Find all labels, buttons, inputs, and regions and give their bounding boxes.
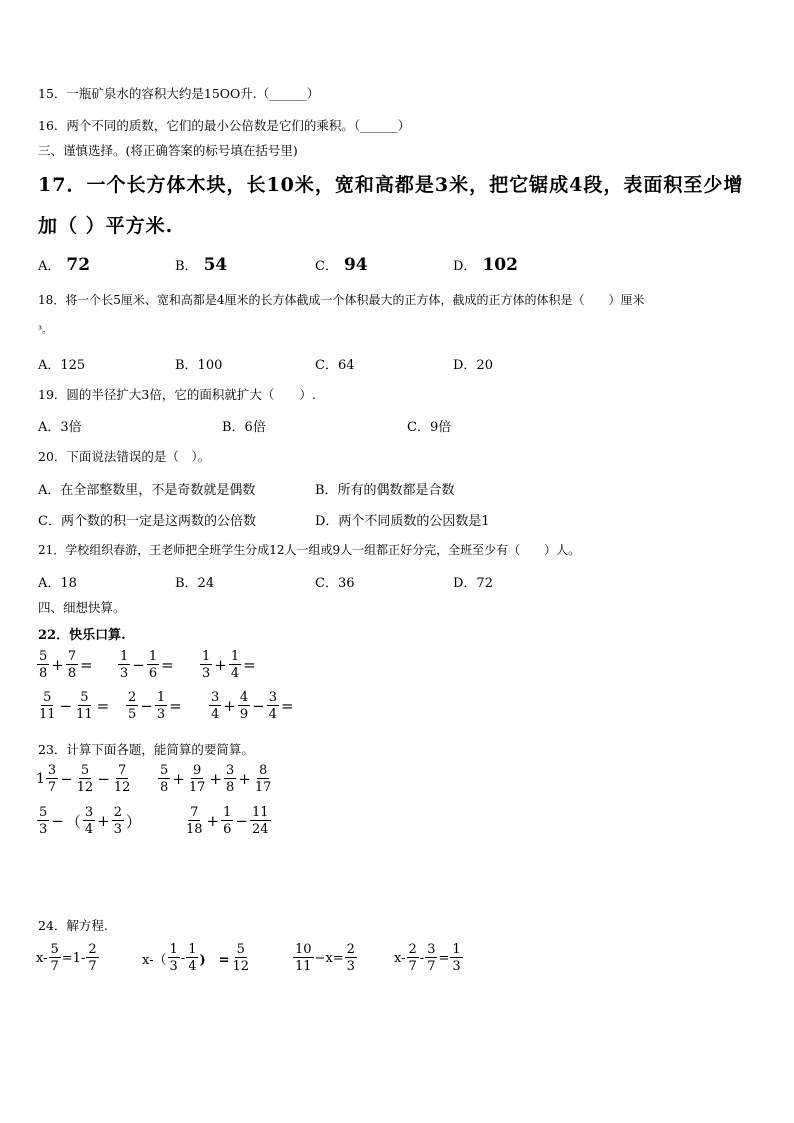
q21-option-c[interactable]: C．36	[315, 576, 355, 591]
q22-expr-6: $\frac{3}{4}$ + $\frac{4}{9}$ − $\frac{3}{4}$ =	[211, 690, 294, 722]
q22-expr-1: $\frac{5}{8}$ + $\frac{7}{8}$ =	[39, 649, 93, 681]
q20-option-c[interactable]: C．两个数的积一定是这两数的公倍数	[38, 514, 256, 529]
q18-option-c[interactable]: C．64	[315, 358, 355, 373]
q17-option-c[interactable]: C． 94	[315, 255, 368, 275]
q21-option-d[interactable]: D．72	[453, 576, 493, 591]
q20-option-b[interactable]: B．所有的偶数都是合数	[315, 483, 455, 498]
q17-option-d[interactable]: D． 102	[453, 255, 518, 275]
q21-option-b[interactable]: B．24	[175, 576, 215, 591]
q23-expr-3: $\frac{5}{3}$ − （ $\frac{3}{4}$ + $\frac{2}{3}$ ）	[39, 805, 142, 837]
question-18-line2: ³。	[38, 325, 53, 336]
q21-option-a[interactable]: A．18	[38, 576, 77, 591]
q24-equation-3: $\frac{10}{11}$ −x= $\frac{2}{3}$	[295, 942, 355, 974]
q19-option-a[interactable]: A．3倍	[38, 420, 82, 435]
question-16: 16．两个不同的质数，它们的最小公倍数是它们的乘积。（______）	[38, 118, 411, 133]
q22-expr-2: $\frac{1}{3}$ − $\frac{1}{6}$ =	[120, 649, 174, 681]
q18-option-a[interactable]: A．125	[38, 358, 86, 373]
q24-equation-2: x-（ $\frac{1}{3}$ - $\frac{1}{4}$ ) = $\frac{5}{12}$	[142, 942, 250, 974]
q23-expr-1: 1 $\frac{3}{7}$ − $\frac{5}{12}$ − $\frac{7}{12}$	[36, 763, 131, 795]
question-19: 19．圆的半径扩大3倍，它的面积就扩大（ ）.	[38, 387, 316, 402]
question-17-line2: 加（ ）平方米.	[38, 215, 174, 237]
q22-expr-3: $\frac{1}{3}$ + $\frac{1}{4}$ =	[202, 649, 256, 681]
q19-option-b[interactable]: B．6倍	[222, 420, 266, 435]
q19-option-c[interactable]: C．9倍	[407, 420, 452, 435]
section-3-heading: 三、谨慎选择。(将正确答案的标号填在括号里)	[38, 143, 298, 158]
question-23: 23．计算下面各题，能简算的要简算。	[38, 742, 254, 757]
q18-option-d[interactable]: D．20	[453, 358, 493, 373]
question-22: 22．快乐口算.	[38, 628, 126, 643]
section-4-heading: 四、细想快算。	[38, 600, 126, 615]
q22-expr-5: $\frac{2}{5}$ − $\frac{1}{3}$ =	[128, 690, 182, 722]
q24-equation-1: x- $\frac{5}{7}$ =1- $\frac{2}{7}$	[36, 942, 97, 974]
q17-option-a[interactable]: A． 72	[38, 255, 91, 275]
q20-option-a[interactable]: A．在全部整数里，不是奇数就是偶数	[38, 483, 256, 498]
question-17-line1: 17．一个长方体木块，长10米，宽和高都是3米，把它锯成4段，表面积至少增	[38, 174, 744, 196]
question-18-line1: 18．将一个长5厘米、宽和高都是4厘米的长方体截成一个体积最大的正方体，截成的正方体的体积是（ ）厘米	[38, 293, 645, 307]
question-24: 24．解方程.	[38, 918, 108, 933]
question-15: 15．一瓶矿泉水的容积大约是15OO升.（______）	[38, 86, 320, 101]
q22-expr-4: $\frac{5}{11}$ − $\frac{5}{11}$ =	[39, 690, 110, 722]
q24-equation-4: x- $\frac{2}{7}$ - $\frac{3}{7}$ = $\frac{1}{3}$	[394, 942, 461, 974]
q23-expr-4: $\frac{7}{18}$ + $\frac{1}{6}$ − $\frac{11}{24}$	[186, 805, 269, 837]
q23-expr-2: $\frac{5}{8}$ + $\frac{9}{17}$ + $\frac{3}{8}$ + $\frac{8}{17}$	[160, 763, 272, 795]
q17-option-b[interactable]: B． 54	[175, 255, 228, 275]
question-21: 21．学校组织春游，王老师把全班学生分成12人一组或9人一组都正好分完，全班至少有（ ）人。	[38, 543, 581, 557]
question-20: 20．下面说法错误的是（ ）。	[38, 449, 211, 464]
q18-option-b[interactable]: B．100	[175, 358, 223, 373]
q20-option-d[interactable]: D．两个不同质数的公因数是1	[315, 514, 490, 529]
